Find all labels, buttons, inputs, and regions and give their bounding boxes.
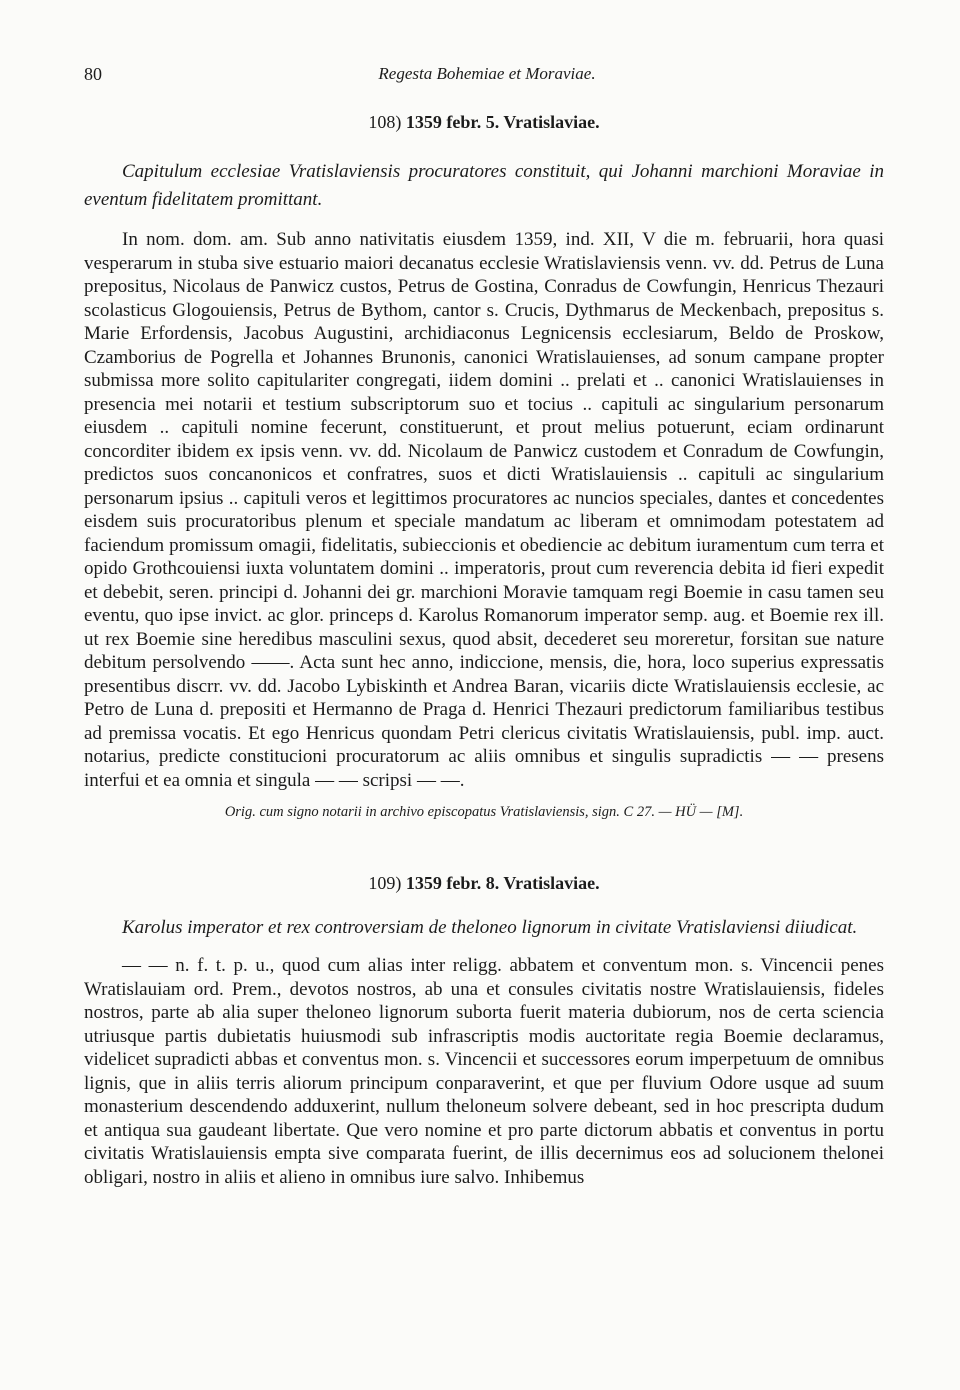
entry-108-source-note: Orig. cum signo notarii in archivo episcopatus Vratislaviensis, sign. C 27. — HÜ — [M].	[224, 804, 744, 820]
running-head	[84, 64, 890, 88]
entry-109-date-place: 1359 febr. 8. Vratislaviae.	[405, 873, 600, 893]
entry-108-text: In nom. dom. am. Sub anno nativitatis eiusdem 1359, ind. XII, V die m. februarii, hora quasi vesperarum in stuba sive estuario maiori decanatus ecclesie Wratislaviensis venn. vv. dd. Petrus de Luna prepositus, Nicolaus de Panwicz custos, Petrus de Gostina, Conradus de Cowfungin, Henricus Thezauri scolasticus Glogouiensis, Petrus de Bythom, cantor s. Crucis, Dythmarus de Meckenbach, prepositus s. Marie Erfordensis, Jacobus Augustini, archidiaconus Legnicensis ecclesiarum, Beldo de Proskow, Czamborius de Pogrella et Johannes Brunonis, canonici Wratislauienses, ad sonum campane propter submissa more solito capitulariter congregati, iidem domini .. prelati et .. canonici Wratislauienses in presencia mei notarii et testium subscriptorum suo et tocius .. capituli ac singularium personarum eiusdem .. capituli nomine fecerunt, constituerunt, et prout melius potuerunt, eciam ordinarunt concorditer ibidem ex ipsis venn. vv. dd. Nicolaum de Panwicz custodem et Conradum de Cowfungin, predictos suos concanonicos et confratres, suos et dicti Wratislauiensis .. capituli ac singularium personarum ipsius .. capituli veros et legittimos procuratores ac nuncios speciales, dantes et concedentes eisdem suis procuratoribus plenum et speciale mandatum ac liberam et omnimodam potestatem ad faciendum promissum omagii, fidelitatis, subieccionis et obediencie ac debitum iuramentum cum terra et opido Grothcouiensi iuxta voluntatem domini .. imperatoris, prout cum reverencia debita id fieri expedit et debebit, seren. principi d. Johanni dei gr. marchioni Moravie tamquam regi Boemie in casu tamen seu eventu, quo ipse invict. ac glor. princeps d. Karolus Romanorum imperator semp. aug. et Boemie rex ill. ut rex Boemie sine heredibus masculini sexus, quod absit, decederet seu moreretur, forsitan sue nature debitum persolvendo ——. Acta sunt hec anno, indiccione, mensis, die, hora, loco superius expressatis presentibus discrr. vv. dd. Jacobo Lybiskinth et Andrea Baran, vicariis dicte Wratislauiensis ecclesie, ac Petro de Luna d. prepositi et Hermanno de Praga d. Henrici Thezauri predictorum familiaribus testibus ad premissa vocatis. Et ego Henricus quondam Petri clericus civitatis Wratislauiensis, publ. imp. auct. notarius, predicte constitucioni procuratorum ac aliis omnibus et singulis supradictis — — presens interfui et ea omnia et singula — — scripsi — —.	[84, 229, 884, 791]
entry-108-heading	[84, 112, 884, 133]
entry-109-text: — — n. f. t. p. u., quod cum alias inter religg. abbatem et conventum mon. s. Vincencii penes Wratislauiam ord. Prem., devotos nostros, ab una et consules civitatis nostre Wratislauiensis, fideles nostros, parte ab alia super theloneo lignorum suborta fuerit materia dubiorum, nos de certa sciencia utriusque partis dubietatis huiusmodi sub infrascriptis modis auctoritate regia Boemie declaramus, videlicet supradicti abbas et conventus mon. s. Vincencii et successores eorum imperpetuum de omnibus lignis, que in aliis terris aliorum principum conparaverint, et que per fluvium Odore usque ad suum monasterium descendendo adduxerint, nullum theloneum solvere debeant, sed in hoc prescripta dudum et antiqua sua gaudeant libertate. Que vero nomine et pro parte dictorum abbatis et conventus in portu civitatis Wratislauiensis empta sive comparata fuerint, de illis decernimus eos ad solucionem thelonei obligari, nostro in aliis et alieno in omnibus iure salvo. Inhibemus	[84, 955, 884, 1188]
page-number: 80	[84, 64, 102, 84]
entry-108-date-place: 1359 febr. 5. Vratislaviae.	[405, 112, 600, 132]
entry-108-number: 108)	[368, 112, 402, 132]
page-content	[84, 112, 884, 1189]
entry-108-regest: Capitulum ecclesiae Vratislaviensis procuratores constituit, qui Johanni marchioni Moraviae in eventum fidelitatem promittant.	[84, 161, 884, 210]
entry-109-regest: Karolus imperator et rex controversiam de theloneo lignorum in civitate Vratislaviensi diiudicat.	[122, 917, 858, 938]
journal-title: Regesta Bohemiae et Moraviae.	[378, 64, 596, 83]
entry-109-heading	[84, 873, 884, 894]
entry-109-number: 109)	[368, 873, 402, 893]
